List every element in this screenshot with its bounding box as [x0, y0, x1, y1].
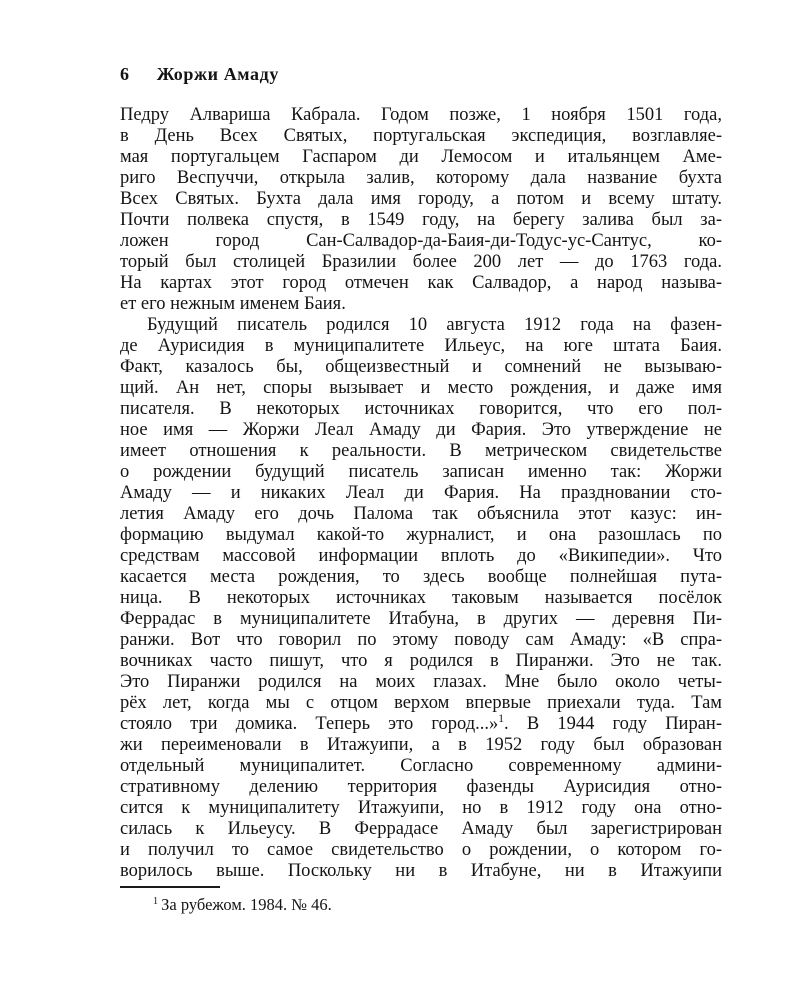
text-line: Педру Алвариша Кабрала. Годом позже, 1 ноября 1501 года, [120, 105, 722, 125]
text-line: силась к Ильеусу. В Феррадасе Амаду был зарегистрирован [120, 819, 722, 839]
text-line: ница. В некоторых источниках таковым называется посёлок [120, 588, 722, 608]
text-line: о рождении будущий писатель записан именно так: Жоржи [120, 462, 722, 482]
text-line: риго Веспуччи, открыла залив, которому дала название бухта [120, 168, 722, 188]
text-line: Феррадас в муниципалитете Итабуна, в других — деревня Пи- [120, 609, 722, 629]
text-line: стративному делению территория фазенды Аурисидия отно- [120, 777, 722, 797]
text-line: имеет отношения к реальности. В метрическом свидетельстве [120, 441, 722, 461]
footnote-text: За рубежом. 1984. № 46. [161, 895, 332, 914]
running-title: Жоржи Амаду [156, 64, 279, 84]
footnote [120, 895, 722, 915]
text-line: формацию выдумал какой-то журналист, и она разошлась по [120, 525, 722, 545]
text-line: стояло три домика. Теперь это город...»$^1$. В 1944 году Пиран- [120, 714, 722, 734]
footnote-reference: 1 [498, 714, 505, 725]
text-line: торый был столицей Бразилии более 200 лет — до 1763 года. [120, 252, 722, 272]
text-line: де Аурисидия в муниципалитете Ильеус, на юге штата Баия. [120, 336, 722, 356]
text-line: щий. Ан нет, споры вызывает и место рождения, и даже имя [120, 378, 722, 398]
text-line: Будущий писатель родился 10 августа 1912 года на фазен- [147, 315, 722, 335]
text-line: и получил то самое свидетельство о рождении, о котором го- [120, 840, 722, 860]
text-line: Факт, казалось бы, общеизвестный и сомнений не вызываю- [120, 357, 722, 377]
text-line: ное имя — Жоржи Леал Амаду ди Фария. Это утверждение не [120, 420, 722, 440]
text-line: Почти полвека спустя, в 1549 году, на берегу залива был за- [120, 210, 722, 230]
footnote-divider [120, 886, 220, 888]
footnote-marker: 1 [153, 895, 159, 907]
text-line: летия Амаду его дочь Палома так объяснила этот казус: ин- [120, 504, 722, 524]
text-line: рёх лет, когда мы с отцом верхом впервые приехали туда. Там [120, 693, 722, 713]
text-line: ранжи. Вот что говорил по этому поводу сам Амаду: «В спра- [120, 630, 722, 650]
text-line: Амаду — и никаких Леал ди Фария. На праздновании сто- [120, 483, 722, 503]
text-line: ворилось выше. Поскольку ни в Итабуне, ни в Итажуипи [120, 861, 722, 881]
footnote-area [120, 886, 722, 915]
text-line: жи переименовали в Итажуипи, а в 1952 году был образован [120, 735, 722, 755]
text-line: в День Всех Святых, португальская экспедиция, возглавляе- [120, 126, 722, 146]
text-line: вочниках часто пишут, что я родился в Пиранжи. Это не так. [120, 651, 722, 671]
text-line: На картах этот город отмечен как Салвадор, а народ называ- [120, 273, 722, 293]
text-line: писателя. В некоторых источниках говорится, что его пол- [120, 399, 722, 419]
text-line: касается места рождения, то здесь вообще полнейшая пута- [120, 567, 722, 587]
body-text [120, 105, 722, 882]
page-header [120, 64, 722, 85]
text-line: Это Пиранжи родился на моих глазах. Мне было около четы- [120, 672, 722, 692]
text-line: мая португальцем Гаспаром ди Лемосом и итальянцем Аме- [120, 147, 722, 167]
text-line: отдельный муниципалитет. Согласно современному админи- [120, 756, 722, 776]
text-line: ложен город Сан-Салвадор-да-Баия-ди-Тодус-ус-Сантус, ко- [120, 231, 722, 251]
page-number: 6 [120, 64, 130, 84]
text-line: ет его нежным именем Баия. [120, 294, 346, 314]
text-line: Всех Святых. Бухта дала имя городу, а потом и всему штату. [120, 189, 722, 209]
text-line: средствам массовой информации вплоть до «Википедии». Что [120, 546, 722, 566]
text-line: сится к муниципалитету Итажуипи, но в 1912 году она отно- [120, 798, 722, 818]
